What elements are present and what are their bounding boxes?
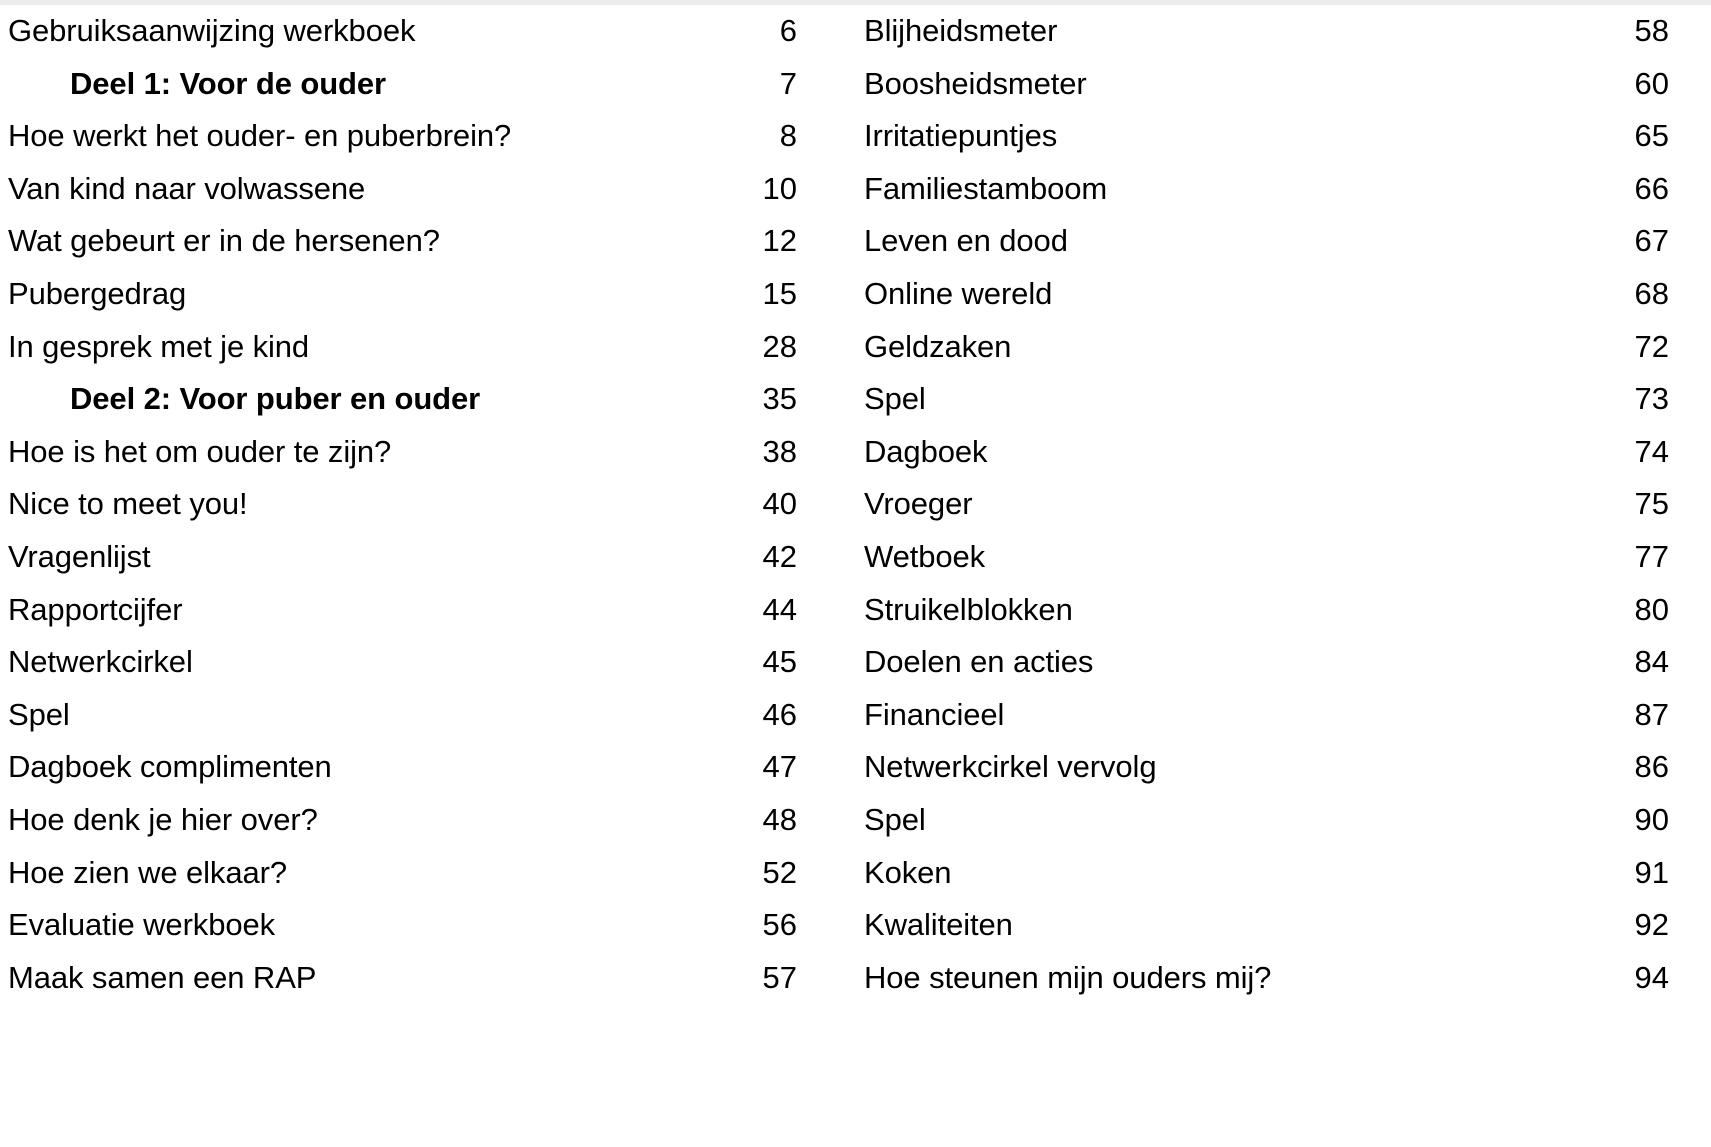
toc-entry-title: Vragenlijst [8, 538, 151, 574]
toc-entry-page-number: 65 [1634, 118, 1669, 154]
toc-entry[interactable] [8, 531, 797, 584]
toc-entry-title: Deel 2: Voor puber en ouder [70, 381, 481, 417]
toc-column-right [797, 5, 1669, 1004]
toc-entry-page-number: 44 [762, 591, 797, 627]
toc-entry-page-number: 56 [762, 907, 797, 943]
toc-entry-title: Maak samen een RAP [8, 959, 317, 995]
table-of-contents [0, 5, 1711, 1004]
toc-entry-page-number: 7 [779, 65, 797, 101]
toc-entry-page-number: 38 [762, 433, 797, 469]
toc-entry-title: Irritatiepuntjes [864, 118, 1058, 154]
toc-entry-title: Hoe denk je hier over? [8, 801, 318, 837]
toc-entry-page-number: 74 [1634, 433, 1669, 469]
toc-entry-page-number: 67 [1634, 223, 1669, 259]
toc-entry[interactable] [864, 110, 1669, 163]
toc-entry-page-number: 52 [762, 854, 797, 890]
toc-entry-page-number: 92 [1634, 907, 1669, 943]
toc-entry[interactable] [864, 321, 1669, 374]
toc-entry[interactable] [864, 847, 1669, 900]
toc-entry[interactable] [8, 215, 797, 268]
toc-entry-title: Hoe steunen mijn ouders mij? [864, 959, 1272, 995]
toc-entry-page-number: 60 [1634, 65, 1669, 101]
toc-entry-title: Spel [8, 696, 70, 732]
toc-entry-title: Boosheidsmeter [864, 65, 1087, 101]
toc-entry-page-number: 91 [1634, 854, 1669, 890]
toc-entry[interactable] [8, 268, 797, 321]
toc-entry-title: Deel 1: Voor de ouder [70, 65, 386, 101]
toc-entry-title: Spel [864, 801, 926, 837]
toc-entry[interactable] [864, 584, 1669, 637]
toc-entry[interactable] [864, 689, 1669, 742]
toc-entry-page-number: 73 [1634, 381, 1669, 417]
toc-entry-title: Netwerkcirkel [8, 644, 193, 680]
toc-entry[interactable] [8, 689, 797, 742]
toc-entry[interactable] [864, 163, 1669, 216]
toc-entry-page-number: 58 [1634, 13, 1669, 48]
toc-entry[interactable] [864, 478, 1669, 531]
toc-entry[interactable] [8, 741, 797, 794]
toc-entry-title: Geldzaken [864, 328, 1012, 364]
toc-entry-page-number: 28 [762, 328, 797, 364]
toc-entry-page-number: 48 [762, 801, 797, 837]
toc-entry-title: Kwaliteiten [864, 907, 1013, 943]
toc-entry-page-number: 66 [1634, 170, 1669, 206]
toc-entry[interactable] [8, 110, 797, 163]
toc-entry-page-number: 6 [779, 13, 797, 48]
toc-entry-title: Hoe werkt het ouder- en puberbrein? [8, 118, 512, 154]
toc-entry-title: Pubergedrag [8, 275, 187, 311]
toc-entry-title: Hoe is het om ouder te zijn? [8, 433, 392, 469]
toc-entry-page-number: 46 [762, 696, 797, 732]
toc-entry[interactable] [864, 373, 1669, 426]
toc-entry[interactable] [8, 163, 797, 216]
toc-entry-page-number: 10 [762, 170, 797, 206]
toc-entry-page-number: 47 [762, 749, 797, 785]
toc-entry-title: Leven en dood [864, 223, 1068, 259]
toc-entry[interactable] [8, 794, 797, 847]
toc-entry-title: Wetboek [864, 538, 986, 574]
toc-entry-title: Gebruiksaanwijzing werkboek [8, 13, 416, 48]
toc-entry-page-number: 80 [1634, 591, 1669, 627]
toc-entry-title: Financieel [864, 696, 1005, 732]
toc-entry[interactable] [864, 426, 1669, 479]
toc-entry-page-number: 68 [1634, 275, 1669, 311]
toc-entry[interactable] [8, 899, 797, 952]
toc-entry-title: Rapportcijfer [8, 591, 183, 627]
toc-entry-page-number: 40 [762, 486, 797, 522]
toc-entry[interactable] [864, 5, 1669, 58]
toc-entry-title: Wat gebeurt er in de hersenen? [8, 223, 440, 259]
toc-entry[interactable] [864, 952, 1669, 1005]
toc-entry-title: Familiestamboom [864, 170, 1108, 206]
toc-entry-page-number: 72 [1634, 328, 1669, 364]
toc-entry-page-number: 57 [762, 959, 797, 995]
toc-entry-title: Nice to meet you! [8, 486, 248, 522]
toc-entry-page-number: 15 [762, 275, 797, 311]
toc-entry[interactable] [864, 636, 1669, 689]
toc-part-heading[interactable] [8, 373, 797, 426]
toc-entry-title: Vroeger [864, 486, 973, 522]
toc-entry[interactable] [8, 5, 797, 58]
toc-entry-title: Struikelblokken [864, 591, 1073, 627]
toc-entry-page-number: 87 [1634, 696, 1669, 732]
toc-entry-page-number: 94 [1634, 959, 1669, 995]
toc-entry-title: Spel [864, 381, 926, 417]
toc-column-left [0, 5, 797, 1004]
toc-entry-title: Netwerkcirkel vervolg [864, 749, 1157, 785]
toc-entry-page-number: 8 [779, 118, 797, 154]
toc-entry-page-number: 45 [762, 644, 797, 680]
toc-entry-title: Blijheidsmeter [864, 13, 1058, 48]
toc-entry-title: Hoe zien we elkaar? [8, 854, 287, 890]
toc-entry-page-number: 35 [762, 381, 797, 417]
toc-entry-page-number: 42 [762, 538, 797, 574]
toc-entry-title: Evaluatie werkboek [8, 907, 276, 943]
toc-entry[interactable] [864, 58, 1669, 111]
toc-entry[interactable] [864, 268, 1669, 321]
toc-entry[interactable] [8, 636, 797, 689]
toc-entry[interactable] [864, 215, 1669, 268]
toc-entry-title: Doelen en acties [864, 644, 1094, 680]
toc-entry[interactable] [864, 794, 1669, 847]
toc-entry[interactable] [8, 847, 797, 900]
toc-entry-page-number: 90 [1634, 801, 1669, 837]
toc-entry-page-number: 86 [1634, 749, 1669, 785]
toc-entry-title: Koken [864, 854, 952, 890]
toc-entry-title: Van kind naar volwassene [8, 170, 366, 206]
toc-entry-title: Dagboek [864, 433, 988, 469]
toc-entry-title: In gesprek met je kind [8, 328, 310, 364]
toc-entry[interactable] [8, 321, 797, 374]
toc-entry[interactable] [8, 584, 797, 637]
toc-entry[interactable] [8, 426, 797, 479]
toc-entry[interactable] [864, 531, 1669, 584]
toc-part-heading[interactable] [8, 58, 797, 111]
toc-entry-page-number: 75 [1634, 486, 1669, 522]
toc-entry[interactable] [864, 741, 1669, 794]
toc-entry[interactable] [8, 478, 797, 531]
toc-entry-title: Dagboek complimenten [8, 749, 332, 785]
toc-entry[interactable] [864, 899, 1669, 952]
toc-entry-title: Online wereld [864, 275, 1053, 311]
toc-entry-page-number: 12 [762, 223, 797, 259]
toc-entry-page-number: 84 [1634, 644, 1669, 680]
toc-entry-page-number: 77 [1634, 538, 1669, 574]
toc-entry[interactable] [8, 952, 797, 1005]
